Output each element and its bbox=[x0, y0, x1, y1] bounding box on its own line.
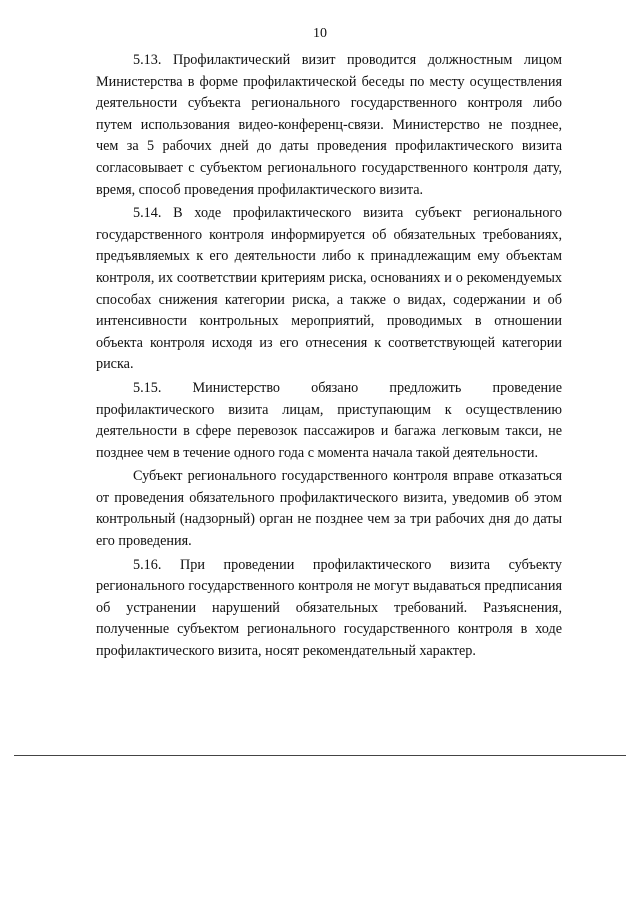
document-body bbox=[96, 50, 562, 665]
paragraph-5-15: 5.15. Министерство обязано предложить проведение профилактического визита лицам, приступающим к осуществлению деятельности в сфере перевозок пассажиров и багажа легковым такси, не позднее чем в течение одного года с момента начала такой деятельности. bbox=[96, 379, 562, 461]
paragraph-refusal: Субъект регионального государственного контроля вправе отказаться от проведения обязательного профилактического визита, уведомив об этом контрольный (надзорный) орган не позднее чем за три рабочих дня до даты его проведения. bbox=[96, 468, 562, 550]
paragraph-5-14: 5.14. В ходе профилактического визита субъект регионального государственного контроля информируется об обязательных требованиях, предъявляемых к его деятельности либо к принадлежащим ему объектам контроля, их соответствии критериям риска, основаниях и о рекомендуемых способах снижения категории риска, а также о видах, содержании и об интенсивности контрольных мероприятий, проводимых в отношении объекта контроля исходя из его отнесения к соответствующей категории риска. bbox=[96, 205, 562, 373]
page-number: 10 bbox=[313, 26, 327, 41]
horizontal-rule bbox=[14, 755, 626, 756]
paragraph-5-13: 5.13. Профилактический визит проводится должностным лицом Министерства в форме профилактической беседы по месту осуществления деятельности субъекта регионального государственного контроля либо путем использования видео-конференц-связи. Министерство не позднее, чем за 5 рабочих дней до даты проведения профилактического визита согласовывает с субъектом регионального государственного контроля дату, время, способ проведения профилактического визита. bbox=[96, 52, 562, 198]
paragraph-5-16: 5.16. При проведении профилактического визита субъекту регионального государственного контроля не могут выдаваться предписания об устранении нарушений обязательных требований. Разъяснения, полученные субъектом регионального государственного контроля в ходе профилактического визита, носят рекомендательный характер. bbox=[96, 556, 562, 660]
